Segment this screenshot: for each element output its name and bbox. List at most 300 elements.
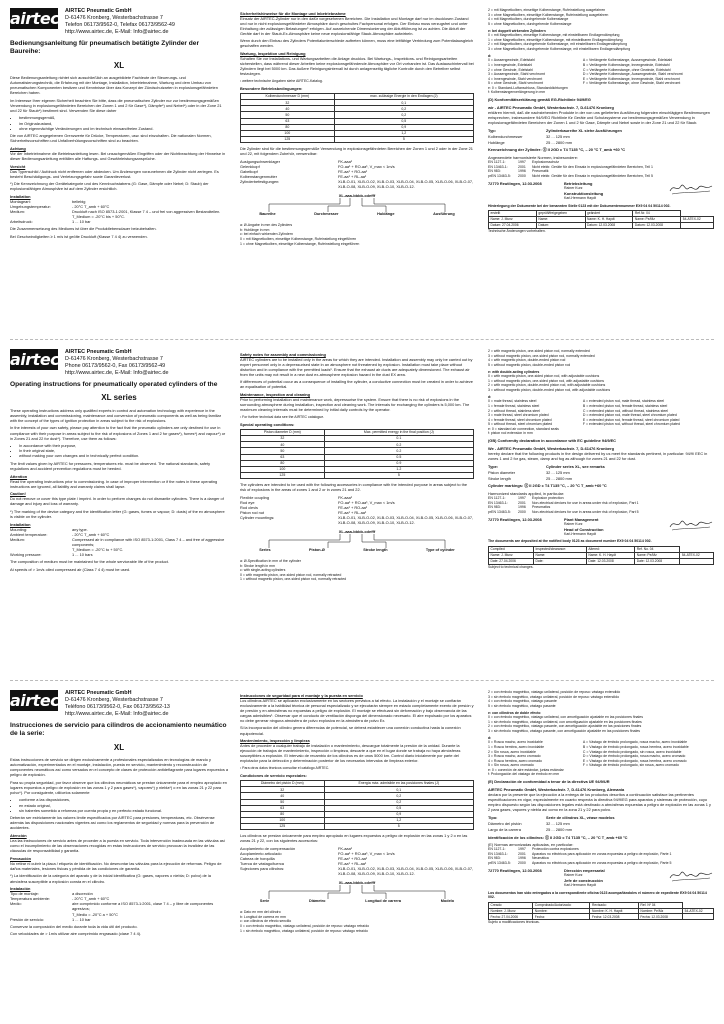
energy-heading: Special operating conditions: (240, 421, 295, 427)
maintenance-footnote: ¹ For further technical data see the AIRTEC catalogue. (240, 414, 325, 419)
maintenance-footnote: ¹ Para otros datos técnicos consultar el catálogo AIRTEC. (240, 766, 330, 771)
spec-value: beliebig (72, 199, 86, 205)
type-value: Zylinderbaureihe XL siehe Ausführungen (546, 127, 622, 133)
table-cell: 5 (324, 472, 473, 478)
type-value: 25 ... 2800 mm (546, 139, 572, 145)
intro-text: Estas instrucciones de servicio se dirigen exclusivamente a profesionales especializados en tecnologías de mando y automatización, experimentados en el montaje, instalación, puesta en servicio, mantenimiento y reconstrucción de componentes neumáticos así como versados en el concepto de clases de protección antideflagrante para lugares expuestos a peligro de explosión. (10, 756, 228, 778)
marking-note: *) The marking of the device category and the identification letter (G: gases, fumes or vapour; D: dusts) of the ex atmosphere is visible on the cylinder. (10, 509, 225, 520)
doc-cell: Inspected/clearance: (534, 547, 587, 553)
energy-table (240, 780, 474, 830)
variant-line: 3 = without magnetic piston, double-ended piston rod, with adjustable cushions (488, 387, 611, 392)
table-cell: 0,2 (324, 793, 473, 799)
safety-heading: Safety notes for assembly and commissioning (240, 351, 326, 357)
warning-heading: Vorsicht (10, 163, 26, 169)
type-row (488, 140, 714, 145)
norm-cell: Pneumatics (532, 505, 551, 510)
variant-list-ef (488, 86, 714, 95)
variant-line: D = Vástago de émbolo prolongado, rosca macho, acero cromado (582, 754, 686, 759)
type-label: Type: (488, 463, 499, 469)
table-row (241, 472, 474, 478)
variant-line: a: Dato en mm del cilindro (240, 910, 281, 915)
declaration-type (488, 128, 714, 145)
model-code-part: Diámetro (309, 899, 326, 904)
col-safety (240, 690, 474, 1016)
type-row (488, 128, 714, 133)
warning-text: Do not remove or cover this type plate / imprint. In order to perform changes do not dismantle cylinders. There is a danger of damage and injury and loss of warranty. (10, 496, 224, 507)
list-item: • In their original state, (19, 448, 228, 453)
norm-cell: EN 13463-1: (488, 500, 508, 505)
table-cell: 0.9 (324, 460, 473, 466)
company-address: D-61476 Kronberg, Westerbachstrasse 7 (65, 356, 163, 363)
variant-line: c: con cilindros de efecto sencillo (240, 919, 292, 924)
table-cell: 0,5 (324, 805, 473, 811)
table-cell: 125 (241, 137, 335, 143)
type-label: Largo de la carrera (488, 826, 521, 832)
type-value: 32 ... 125 mm (546, 133, 570, 139)
norm-cell: EN 1127-1: (488, 160, 506, 165)
section-en (10, 349, 714, 669)
spec-label: Mounting: (10, 526, 28, 532)
doc-cell (680, 558, 714, 564)
accessory-name: Rod clevis (240, 504, 258, 510)
energy-heading: Condiciones de servicio especiales: (240, 773, 307, 779)
signer-role-2: Konstruktionsleitung (564, 190, 604, 196)
marking-note: *) Die Kennzeichnung der Gerätekategorie und des Kennbuchstabens (G: Gase, Dämpfe oder Nebel; D: Staub) der explosionsfähigen Atmosphäre ist auf dem Zylinder ersichtlich. (10, 181, 209, 192)
doc-cell: Altered: (586, 547, 634, 553)
list-item: • In accordance with their purpose, (19, 443, 228, 448)
doc-cell: geändert (585, 211, 633, 217)
document-change-note: Sujeto a modificaciones técnicas. (488, 920, 540, 925)
type-row (488, 470, 714, 475)
series-title: XL series (101, 393, 137, 403)
spec-label: Ambient temperature: (10, 531, 48, 537)
variant-line: E = Verlängerte Kolbenstange, Innengewinde, Stahl verchromt (582, 76, 680, 81)
company-block (65, 690, 170, 718)
handwritten-signature (668, 868, 714, 882)
doc-cell: Nombre: K. H. Haydt (590, 908, 638, 914)
model-code-part: Stroke length (363, 548, 388, 553)
company-name: AIRTEC Pneumatic GmbH (65, 8, 132, 14)
limits-text: The limit values given by AIRTEC for pressures, temperatures etc. must be observed. The national standards, safety regulations and accident prevention regulations must be heeded. (10, 460, 211, 471)
warning-text: Das Typenschild / Aufdruck nicht entfernen oder abdecken. Um Änderungen vorzunehmen die Zylinder nicht zerlegen. Es besteht Beschädigungs- und Verletzungsgefahr sowie Garantieverlust. (10, 168, 219, 179)
limits-text: Deberán ser estrictamente los valores límite especificados por AIRTEC para presiones, temperaturas, etc. Obsérvense además las disposiciones nacionales vigentes así como los reglamentos de seguridad y normas para la prevención de accidentes. (10, 815, 215, 831)
doc-cell: Datum: 27.04.2006 (489, 222, 537, 228)
table-header: Energía máx. admisible en las posiciones finales (J) (324, 781, 473, 787)
doc-cell: 54-ATEX-02 (683, 908, 714, 914)
variant-line: 1 = sin émbolo magnético, vástago unilateral, posición de reposo: vástago retraído (240, 928, 368, 933)
accessory-name: Zylinderbefestigungen: (240, 179, 280, 185)
series-title: XL (113, 60, 125, 70)
doc-cell: Comprobado/Autorizado: (533, 902, 590, 908)
variant-line: 1 = Innengewinde, Edelstahl (488, 63, 533, 68)
signer-role-2: Head of Construction (564, 526, 604, 532)
list-item: • bestimmungsgemäß, (19, 115, 228, 120)
maintenance-heading: Maintenance, inspection and cleaning (240, 392, 311, 398)
caution-heading: Achtung (10, 145, 26, 151)
doc-cell (681, 222, 714, 228)
installation-heading: Installation (10, 521, 31, 527)
table-cell: 63 (241, 805, 325, 811)
signer-role-1: Betriebsleitung (564, 181, 593, 187)
company-address: D-61476 Kronberg, Westerbachstrasse 7 (65, 697, 163, 704)
table-cell: 32 (241, 100, 335, 106)
spec-value: - 20°C T_amb + 60°C (72, 531, 110, 537)
doc-cell: 54-ATEX-02 (681, 216, 714, 222)
variant-line: 3 = Rosca macho, acero cromado (488, 754, 541, 759)
model-code-diagram (240, 529, 474, 557)
list-item: • without making your own changes and in technically perfect condition. (19, 453, 228, 458)
variant-list-d (488, 58, 714, 85)
table-cell: 0,1 (334, 100, 473, 106)
doc-cell: Datum: (536, 222, 585, 228)
table-cell: 5 (334, 137, 473, 143)
doc-cell: Name: K. H. Haydt (586, 552, 634, 558)
variant-line: 3 = ohne Magnetkolben, durchgehende Kolbenstange, mit einstellbaren Endlagendämpfung (488, 46, 631, 51)
norm-cell: Aparatos no eléctricos para aplicación en zonas expuestas a peligro de explosión, Parte 1 (532, 851, 672, 856)
type-label: Tipo: (488, 814, 498, 820)
conformity-declaration (488, 438, 714, 569)
variant-heading-d: d: (488, 53, 492, 58)
variant-line: 1 = ohne Magnetkolben, einseitige Kolbenstange, Rufeinstellung eingeführen (240, 241, 360, 246)
variant-list-d (488, 740, 714, 767)
table-cell: 0.1 (324, 436, 473, 442)
doc-cell: Creado: (489, 902, 533, 908)
variant-line: 4 = con émbolo magnético, vástago pasante (488, 699, 557, 704)
variant-line: A = Vástago de émbolo prolongado, rosca macho, acero inoxidable (582, 740, 688, 745)
safety-text-2: Wenn durch den Einbau des Zylinders Potentialunterschiede auftreten können, muss eine leitfähige Verbindung zum Potentialausgleich geschaffen werden. (240, 38, 474, 49)
variant-list-b (488, 715, 714, 733)
norm-cell: prEN 13463-5: (488, 173, 511, 178)
accessory-code: FO-aa¹ + RO-aa¹, V_max < 1m/s (338, 163, 395, 169)
table-cell: 0.5 (324, 454, 473, 460)
norm-cell: Protección contra explosiones (532, 847, 579, 852)
variant-line: a: Ø-Specification in mm of the cylinder (240, 559, 301, 564)
variant-line: 3 = ohne Magnetkolben, einseitige Kolbenstange, Rufeinstellung ausgefahren (488, 12, 609, 17)
installation-note: Conservar la composición del medio durante toda la vida útil del producto. (10, 923, 138, 929)
signature-block (488, 181, 714, 200)
norm-cell: 1996 (518, 505, 526, 510)
table-header: Diámetro del pistón D (mm) (241, 781, 325, 787)
safety-text-2: If differences of potential occur as a consequence of installing the cylinder, a conductive connection must be created in order to achieve an equalisation of potential. (240, 379, 473, 390)
company-phone: Phone 06173/9562-0, Fax 06173/9562-49 (65, 363, 166, 370)
type-label: Hublänge (488, 139, 505, 145)
spec-value: a discreción (72, 891, 93, 897)
variant-line: b: Longitud de carrera en mm (240, 914, 286, 919)
device-marking: Cylinder markings: Ⓔ II 2GD c T4 T135 °C, – 20 °C T_amb +60 °C (488, 483, 607, 489)
variant-line: C = Verlängerte Kolbenstange, ohne Gewinde, Edelstahl (582, 67, 671, 72)
accessory-code: FE-aa¹ + RL-aa¹ (338, 510, 367, 515)
spec-label: Medium: (10, 536, 25, 542)
norm-cell: prEN 13463-5: (488, 860, 511, 865)
table-cell: 0,2 (334, 106, 473, 112)
declaration-heading: (E) Declaración de conformidad a tenor de la directiva UE 94/9/UR (488, 779, 610, 785)
variant-line: f: Kolbenstangenverlängerung in mm (488, 90, 546, 95)
norm-cell: Neumática (532, 856, 549, 861)
caution-text: Vor der Inbetriebnahme die Betriebsanleitung lesen. Bei unsachgemäßen Eingriffen oder der Nichtbeachtung der Hinweise in dieser Bedienungsanleitung entfällen alle Haftungs- und Gewährleistungsansprüche. (10, 150, 226, 162)
norm-cell: 1997 (518, 847, 526, 852)
accessory-code: FK-aaa¹ (338, 494, 353, 500)
variant-list-b (488, 33, 714, 51)
variant-line: 4 = female thread, steel chromium plated (488, 417, 552, 422)
model-code-part: Ausführung (433, 212, 455, 217)
signer-name-2: Karl-Hermann Haydt (564, 883, 596, 888)
installation-specs (10, 527, 228, 557)
norm-cell: EN 13463-1: (488, 851, 508, 856)
type-value: 25 ... 2800 mm (546, 826, 572, 832)
col-declaration (488, 349, 714, 669)
norm-cell: 2001 (518, 500, 526, 505)
company-phone: Telefon 06173/9562-0, Telefax 06173/9562-49 (65, 22, 175, 29)
table-cell: 80 (241, 460, 325, 466)
norm-cell: 1996 (518, 169, 526, 174)
variant-line: 0 = con émbolo magnético, vástago unilateral, con amortiguación ajustable en las posiciones finales (488, 715, 643, 720)
variant-line: e: 0 = Standard-Luftanschluss, Standarddichtungen (488, 85, 568, 90)
variant-line: 0 = male thread, stainless steel (488, 399, 537, 404)
signature-place-date: 72770 Reutlingen, 12.03.2008 (488, 517, 542, 523)
declaration-issuer: We - AIRTEC Pneumatic GmbH, Westerbachstr. 7, D-61476 Kronberg (488, 445, 614, 451)
type-label: Diámetro del pistón (488, 820, 522, 826)
intro-text: These operating instructions address only qualified experts in control and automation technology with experience in the assembly, installation and commissioning, maintenance and conversion of pneumatic components as well as being familiar with the concept of the types of ignition protection in areas subject to the risk of explosions. (10, 407, 221, 423)
signer-role-1: Dirección empresarial (564, 868, 605, 874)
model-code-brackets (240, 534, 474, 548)
handwritten-signature (668, 181, 714, 195)
norm-cell: Non-electrical devices for use in areas under risk of explosion, Part 5 (532, 509, 639, 514)
maintenance-heading: Mantenimiento, inspección y limpieza (240, 738, 310, 744)
document-control-table (488, 546, 714, 565)
signer-name-2: Karl-Hermann Haydt (564, 531, 596, 536)
doc-cell: Revisado: (590, 902, 638, 908)
energy-heading: Besondere Betriebsbedingungen: (240, 85, 303, 91)
accessory-code: XLB-O-01, XLB-O-02, XLB-O-03, XLB-O-04, XLB-O-05, XLB-O-06, XLB-O-07, XLB-O-08, XLB-O-09, XLB-O-10, XLB-O-12. (338, 179, 474, 190)
declaration-type (488, 464, 714, 481)
doc-cell: erstellt (489, 211, 537, 217)
accessory-code: FO-aa¹ + RO-aa¹, V_max < 1m/s (338, 851, 395, 856)
col-safety (240, 349, 474, 669)
usage-list (19, 797, 228, 812)
variant-line: C = extended piston rod, without thread, stainless steel (582, 408, 669, 413)
doc-cell: Name: (536, 216, 585, 222)
doc-cell: Ref. Nº 04 (638, 902, 682, 908)
norm-cell: EN 983: (488, 856, 501, 861)
doc-cell: Ref.Nr. 04 (633, 211, 681, 217)
accessory-code: FE-aa¹ + RO-aa¹ (338, 504, 368, 510)
header (10, 690, 228, 718)
intro-text: Diese Bedienungsanleitung richtet sich ausschließlich an ausgebildete Fachleute der Steuerungs- und Automatisierungstechnik, die Erfahrung mit der Montage, Installation, Inbetriebnahme, Wartung und dem Umbau von pneumatischen Komponenten besitzen und Kenntnisse über das Konzept der Zündschutzarten in explosionsgefährdeten Bereichen haben. (10, 74, 218, 96)
model-code-notes (240, 559, 474, 582)
declaration-issuer: AIRTEC Pneumatic GmbH, Westerbachstr. 7, D-61476 Kronberg, Alemania (488, 786, 625, 792)
installation-specs (10, 891, 228, 921)
variant-line: 5 = ohne Magnetkolben, durchgehende Kolbenstange (488, 21, 572, 26)
norm-cell: 2000 (518, 173, 526, 178)
spec-value: any type. (72, 526, 88, 532)
list-item: • im Originalzustand, (19, 121, 228, 126)
variant-line: 2 = con émbolo magnético, vástago unilateral, posición de reposo: vástago extendido (488, 690, 621, 694)
model-code: XL-aaa-bbbb-cdefff (338, 529, 376, 535)
variant-line: 2 = without thread, stainless steel (488, 408, 540, 413)
document-change-note: Subject to technical changes. (488, 564, 534, 569)
section-divider (10, 680, 714, 681)
accessory-code: FO-aa¹ + RO-aa¹, V_max < 1m/s (338, 499, 395, 505)
variant-line: 2 = with magnetic piston, one-sided piston rod, normally extended (488, 349, 590, 353)
variant-line: 3 = Aussengewinde, Stahl verchromt (488, 72, 545, 77)
caution-text: Lea las instrucciones de servicio antes de proceder a la puesta en servicio. Toda intervención inadecuada en las válvulas así como el incumplimiento de las observaciones recogidas en estas instrucciones de servicio provocan la invalidez de las cláusulas de responsabilidad y garantía. (10, 838, 225, 854)
variant-line: 3 = male thread, steel chromium plated (488, 413, 549, 418)
col-instructions (10, 690, 228, 1016)
company-name: AIRTEC Pneumatic GmbH (65, 690, 132, 696)
col-safety (240, 8, 474, 328)
variant-heading-d: d: (488, 394, 492, 399)
norm-cell: EN 983: (488, 505, 501, 510)
table-header: Kolbendurchmesser D (mm) (241, 94, 335, 100)
spec-value: - 20°C T_amb + 60°C (72, 896, 110, 902)
model-code-notes (240, 910, 474, 933)
model-code-parts (240, 899, 474, 904)
doc-cell: Nombre: Pe/Mz (638, 908, 682, 914)
variant-list-ef (488, 427, 714, 436)
variant-line: f: Prolongación del vástago de émbolo en mm (488, 772, 560, 777)
doc-cell: Name: K. H. Haydt (585, 216, 633, 222)
variant-line: 1 = Rosca hembra, acero inoxidable (488, 745, 545, 750)
table-cell: 125 (241, 824, 325, 830)
variant-line: 5 = Sin rosca, acero cromado (488, 763, 534, 768)
section-es (10, 690, 714, 1016)
type-row (488, 464, 714, 469)
variant-line: 5 = without thread, steel chromium plated (488, 422, 553, 427)
installation-specs (10, 199, 228, 224)
norm-cell: Non-electrical devices for use in areas under risk of explosion, Part 1 (532, 500, 639, 505)
handwritten-signature (668, 517, 714, 531)
table-cell: 40 (241, 442, 325, 448)
doc-cell: Fecha: (533, 914, 590, 920)
variant-line: 4 = with magnetic piston, double-ended piston rod (488, 358, 566, 363)
table-cell: 0,1 (324, 787, 473, 793)
table-row (241, 137, 474, 143)
company-block (65, 349, 168, 377)
declaration-type (488, 815, 714, 832)
type-row (488, 821, 714, 826)
model-code-part: Hublänge (377, 212, 395, 217)
norms-list (488, 496, 714, 514)
type-value: 32 ... 125 mm (546, 469, 570, 475)
table-cell: 5 (324, 824, 473, 830)
table-cell: 50 (241, 448, 325, 454)
variant-line: A = Verlängerte Kolbenstange, Aussengewinde, Edelstahl (582, 58, 673, 63)
norms-heading: Harmonized standards applied, in particular: (488, 490, 565, 496)
doc-cell: Ref. No. 04 (635, 547, 680, 553)
norm-cell: Aparatos no eléctricos para aplicación en zonas expuestas a peligro de explosión, Parte 5 (532, 860, 672, 865)
installation-note-2: Bei Geschwindigkeiten ≥ 1 m/s ist geölte Druckluft (Klasse 7 4 4) zu verwenden. (10, 234, 148, 240)
accessory-name: Piston rod nut (240, 510, 265, 515)
spec-value: aire comprimido conforme a ISO 8573-1:2001, clase 7 4 – y libre de componentes agresivos; (72, 901, 214, 912)
norm-cell: 2001 (518, 164, 526, 169)
variant-line: 3 = sin émbolo magnético, vástago unilateral, posición de reposo: vástago extendido (488, 694, 620, 699)
spec-value: - 20°C T_amb + 60°C (72, 204, 110, 210)
variant-heading-d: d: (488, 735, 492, 740)
norm-cell: 2001 (518, 851, 526, 856)
table-cell: 50 (241, 112, 335, 118)
document-control-table (488, 902, 714, 921)
spec-label: Presión de servicio: (10, 916, 44, 922)
variant-list-d (488, 399, 714, 426)
doc-cell: Name: J. Munz (489, 216, 537, 222)
type-row (488, 476, 714, 481)
table-cell: 63 (241, 454, 325, 460)
deposit-note: The documents are deposited at the notified body 0123 as document number EX9 04 04 50114 002. (488, 539, 652, 544)
model-code-diagram (240, 193, 474, 221)
doc-cell: Date: 12.03.2008 (635, 558, 680, 564)
spec-label: Montageart: (10, 199, 31, 205)
variant-line: 5 = ohne Gewinde, Stahl verchromt (488, 81, 543, 86)
variant-line: 0 = Rosca macho, acero inoxidable (488, 740, 543, 745)
company-web: http://www.airtec.de, E-Mail: Info@airtec.de (65, 370, 169, 377)
model-code-notes (240, 223, 474, 246)
declaration-heading: (GB) Conformity declaration in accordance with EC guideline 94/9/EC (488, 438, 616, 444)
spec-value: 1 ... 10 bars (72, 552, 93, 558)
accessories-list (240, 159, 474, 189)
accessory-name: Acoplamiento articulado (240, 851, 282, 856)
table-row (489, 222, 714, 228)
company-address: D-61476 Kronberg, Westerbachstrasse 7 (65, 15, 163, 22)
accessory-code: FK-aaa¹ (338, 158, 353, 164)
signature-place-date: 72770 Reutlingen, 12.03.2008 (488, 181, 542, 187)
norm-cell: prEN 13463-5: (488, 509, 511, 514)
device-marking: Identificación de los cilindros: Ⓔ II 2GD c T4 T135 °C, – 20 °C T_amb +60 °C (488, 834, 628, 840)
variant-line: 4 = mit Magnetkolben, durchgehende Kolbenstange (488, 17, 569, 22)
intro-text-2: Im Interesse Ihrer eigenen Sicherheit beachten Sie bitte, dass die pneumatischen Zylinder nur zur bestimmungsgemäßen Verwendung in explosionsgefährdeten Bereichen der Zonen 1 und 2 für Gase*), Dämpfe*) und Nebel*) oder in der Zone 21 und 22 für Staub*) bestimmt sind. Verwenden Sie diese daher (10, 97, 222, 113)
table-cell: 50 (241, 799, 325, 805)
norm-cell: Nicht elektr. Geräte für den Einsatz in explosionsgefährdeten Bereichen, Teil 5 (532, 173, 653, 178)
installation-note-2: Con velocidades de > 1m/s utilizar aire comprimido engrasado (clase 7 4 4). (10, 931, 142, 937)
variant-line: 4 = Rosca hembra, acero cromado (488, 758, 542, 763)
variant-heading-e: e: bei doppelt wirkenden Zylindern (488, 28, 546, 33)
document-change-note: Technische Änderungen vorbehalten. (488, 228, 546, 233)
spec-label: Umgebungstemperatur: (10, 204, 51, 210)
usage-list (19, 443, 228, 458)
variant-line: 0 = mit Magnetkolben, einseitige Kolbenstange, Rufeinstellung eingeführen (240, 236, 357, 241)
signature-roles (564, 868, 662, 887)
accessory-name: Cabeza de horquilla (240, 856, 275, 862)
warning-heading: Precaución (10, 855, 31, 861)
signer-role-2: Jefe de construcción (564, 878, 603, 884)
declaration-heading: (D) Konformitätserklärung gemäß EG-Richtlinie 94/9/EG (488, 97, 591, 103)
doc-cell: Date: (534, 558, 587, 564)
accessories-text: Die Zylinder sind für die bestimmungsgemäße Verwendung in explosionsgefährdeten Bereichen der Zonen 1 und 2 oder in der Zone 21 und 22, mit folgendem Zubehör, verwendbar: (240, 146, 473, 157)
spec-label: Medium: (10, 209, 25, 215)
airtec-logo: airtec (10, 350, 60, 369)
warning-heading: Caution! (10, 491, 26, 497)
energy-table (240, 93, 474, 143)
variant-line: 2 = with magnetic piston, double-ended piston rod, with adjustable cushions (488, 383, 606, 388)
norms-list (488, 847, 714, 865)
type-label: Typ: (488, 127, 496, 133)
safety-text: AIRTEC cylinders are to be installed only in the areas for which they are intended. Installation and assembly may only be carried out by expert personnel only in a depressurised state in an atmosphere not threatened by explosion. Installation must take place without distortion and in compliance with the permitted loads¹. Ensure that the exhaust air ducts are adequately dimensioned. The exhaust air from the units may not result in a new dust ex-atmosphere explosion hazard in the dust EX area. (240, 356, 473, 377)
signer-name-2: Karl-Hermann Haydt (564, 196, 596, 201)
company-name: AIRTEC Pneumatic GmbH (65, 349, 132, 355)
signature-block (488, 868, 714, 887)
marking-note: *) La identificación de la categoría del aparato y de la inicial identificativa (G: gases, vapores o niebla; D: polvo) de la atmósfera susceptible a explosión consta en el cilindro. (10, 873, 211, 884)
norm-cell: 1997 (518, 160, 526, 165)
spec-label: Medio: (10, 901, 22, 907)
accessories-list (240, 495, 474, 525)
spec-value: Compressed air in compliance with ISO 8573-1:2001, Class 7 4 – and free of aggressive components; (72, 536, 225, 547)
norm-cell: EN 13463-1: (488, 164, 508, 169)
variant-list-b (488, 374, 714, 392)
spec-label: Working pressure: (10, 552, 42, 558)
accessory-name: Auslgungschwenklager (240, 158, 281, 164)
signer-name-1: Rainer Kurz (564, 186, 583, 191)
signature-roles (564, 517, 662, 536)
safety-text: Einsatz der AIRTEC-Zylinder nur in den dafür vorgesehenen Bereichen. Die Installation und Montage darf nur im drucklosen Zustand und nur in nicht explosionsgefährdeter Atmosphäre durch geschultes Fachpersonal erfolgen. Der Einbau muss verzugsfrei und unter Einhaltung der zulässigen Belastungen¹ erfolgen. Auf ausreichende Dimensionierung der Abluftführung ist zu achten. Die Abluft der Geräte darf in der Staub-Ex-Atmosphäre keine neue explosionsfähige Staub-Atmosphäre aufwirbeln. (240, 15, 469, 36)
